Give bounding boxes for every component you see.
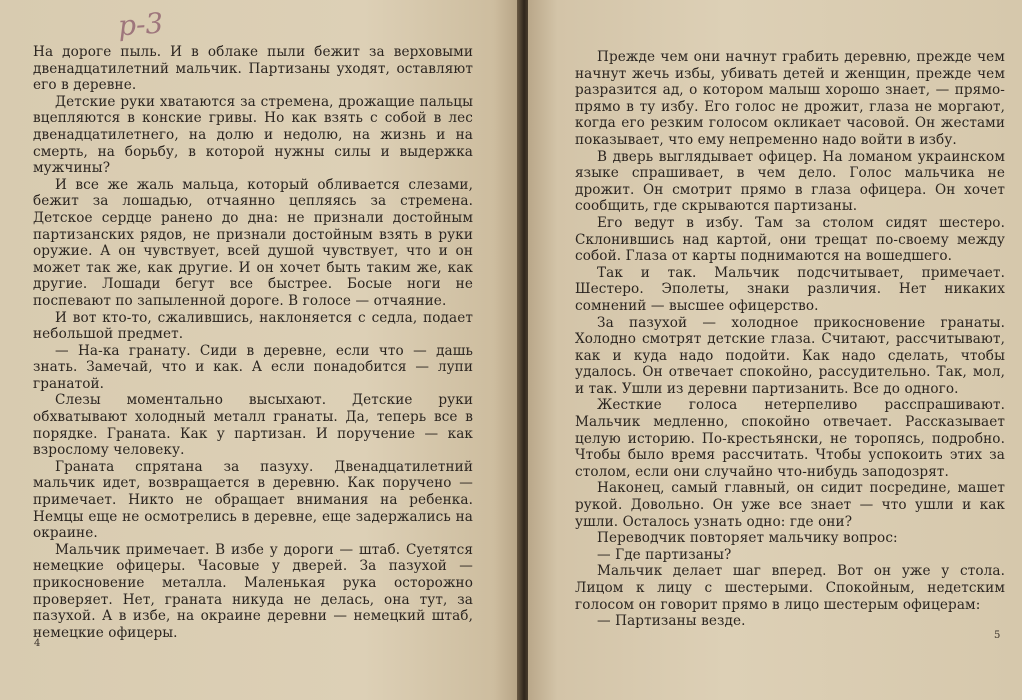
paragraph: Его ведут в избу. Там за столом сидят шестеро. Склонившись над картой, они трещат по-своему между собой. Глаза от карты поднимаются на вошедшего.: [575, 214, 1005, 265]
paragraph: Детские руки хватаются за стремена, дрожащие пальцы вцепляются в конские гривы. Но как взять с собой в лес двенадцатилетнего, на долю и недолю, на жизнь и на смерть, на борьбу, в которой нужны силы и выдержка мужчины?: [33, 93, 473, 177]
paragraph: Мальчик делает шаг вперед. Вот он уже у стола. Лицом к лицу с шестерыми. Спокойным, недетским голосом он говорит прямо в лицо шестерым офицерам:: [575, 563, 1005, 613]
paragraph: Граната спрятана за пазуху. Двенадцатилетний мальчик идет, возвращается в деревню. Как поручено — примечает. Никто не обращает внимания на ребенка. Немцы еще не осмотрелись в деревне, еще задержались на окраине.: [33, 458, 473, 542]
right-page-text: [575, 49, 1005, 630]
paragraph: — На-ка гранату. Сиди в деревне, если что — дашь знать. Замечай, что и как. А если понадобится — лупи гранатой.: [33, 342, 473, 392]
paragraph: И все же жаль мальца, который обливается слезами, бежит за лошадью, отчаянно цепляясь за стремена. Детское сердце ранено до дна: не признали достойным партизанских рядов, не признали достойным взять в руки оружие. А он чувствует, всей душой чувствует, что и он может так же, как другие. И он хочет быть таким же, как другие. Лошади бегут все быстрее. Босые ноги не поспевают по запыленной дороге. В голосе — отчаяние.: [33, 176, 473, 309]
paragraph: Слезы моментально высыхают. Детские руки обхватывают холодный металл гранаты. Да, теперь все в порядке. Граната. Как у партизан. И поручение — как взрослому человеку.: [33, 392, 473, 459]
paragraph: Прежде чем они начнут грабить деревню, прежде чем начнут жечь избы, убивать детей и женщин, прежде чем разразится ад, о котором малыш хорошо знает, — прямо-прямо в ту избу. Его голос не дрожит, глаза не моргают, когда его резким голосом окликает часовой. Он жестами показывает, что ему непременно надо войти в избу.: [575, 49, 1005, 148]
page-number-right: 5: [994, 630, 1001, 641]
paragraph: — Где партизаны?: [597, 546, 732, 563]
paragraph: Жесткие голоса нетерпеливо расспрашивают. Мальчик медленно, спокойно отвечает. Рассказывает целую историю. По-крестьянски, не торопясь, подробно. Чтобы было время рассчитать. Чтобы успокоить этих за столом, если они случайно что-нибудь заподозрят.: [575, 397, 1005, 480]
paragraph: — Партизаны везде.: [597, 613, 746, 630]
right-page: [528, 0, 1022, 700]
paragraph: За пазухой — холодное прикосновение гранаты. Холодно смотрят детские глаза. Считают, рассчитывают, как и куда надо подойти. Как надо сделать, чтобы удалось. Он отвечает спокойно, рассудительно. Так, мол, и так. Ушли из деревни партизанить. Все до одного.: [575, 314, 1005, 397]
handwritten-note: р-3: [116, 6, 165, 43]
left-page-text: [33, 44, 473, 641]
paragraph: Наконец, самый главный, он сидит посредине, машет рукой. Довольно. Он уже все знает — что ушли и как ушли. Осталось узнать одно: где они?: [575, 480, 1005, 530]
paragraph: На дороге пыль. И в облаке пыли бежит за верховыми двенадцатилетний мальчик. Партизаны уходят, оставляют его в деревне.: [33, 44, 473, 94]
paragraph: И вот кто-то, сжалившись, наклоняется с седла, подает небольшой предмет.: [33, 309, 473, 343]
paragraph: Переводчик повторяет мальчику вопрос:: [597, 530, 898, 547]
paragraph: Мальчик примечает. В избе у дороги — штаб. Суетятся немецкие офицеры. Часовые у дверей. За пазухой — прикосновение металла. Маленькая рука осторожно проверяет. Нет, граната никуда не делась, она тут, за пазухой. А в избе, на окраине деревни — немецкий штаб, немецкие офицеры.: [33, 541, 473, 641]
paragraph: Так и так. Мальчик подсчитывает, примечает. Шестеро. Эполеты, знаки различия. Нет никаких сомнений — высшее офицерство.: [575, 264, 1005, 314]
paragraph: В дверь выглядывает офицер. На ломаном украинском языке спрашивает, в чем дело. Голос мальчика не дрожит. Он смотрит прямо в глаза офицера. Он хочет сообщить, где скрываются партизаны.: [575, 148, 1005, 215]
page-number-left: 4: [34, 638, 41, 649]
